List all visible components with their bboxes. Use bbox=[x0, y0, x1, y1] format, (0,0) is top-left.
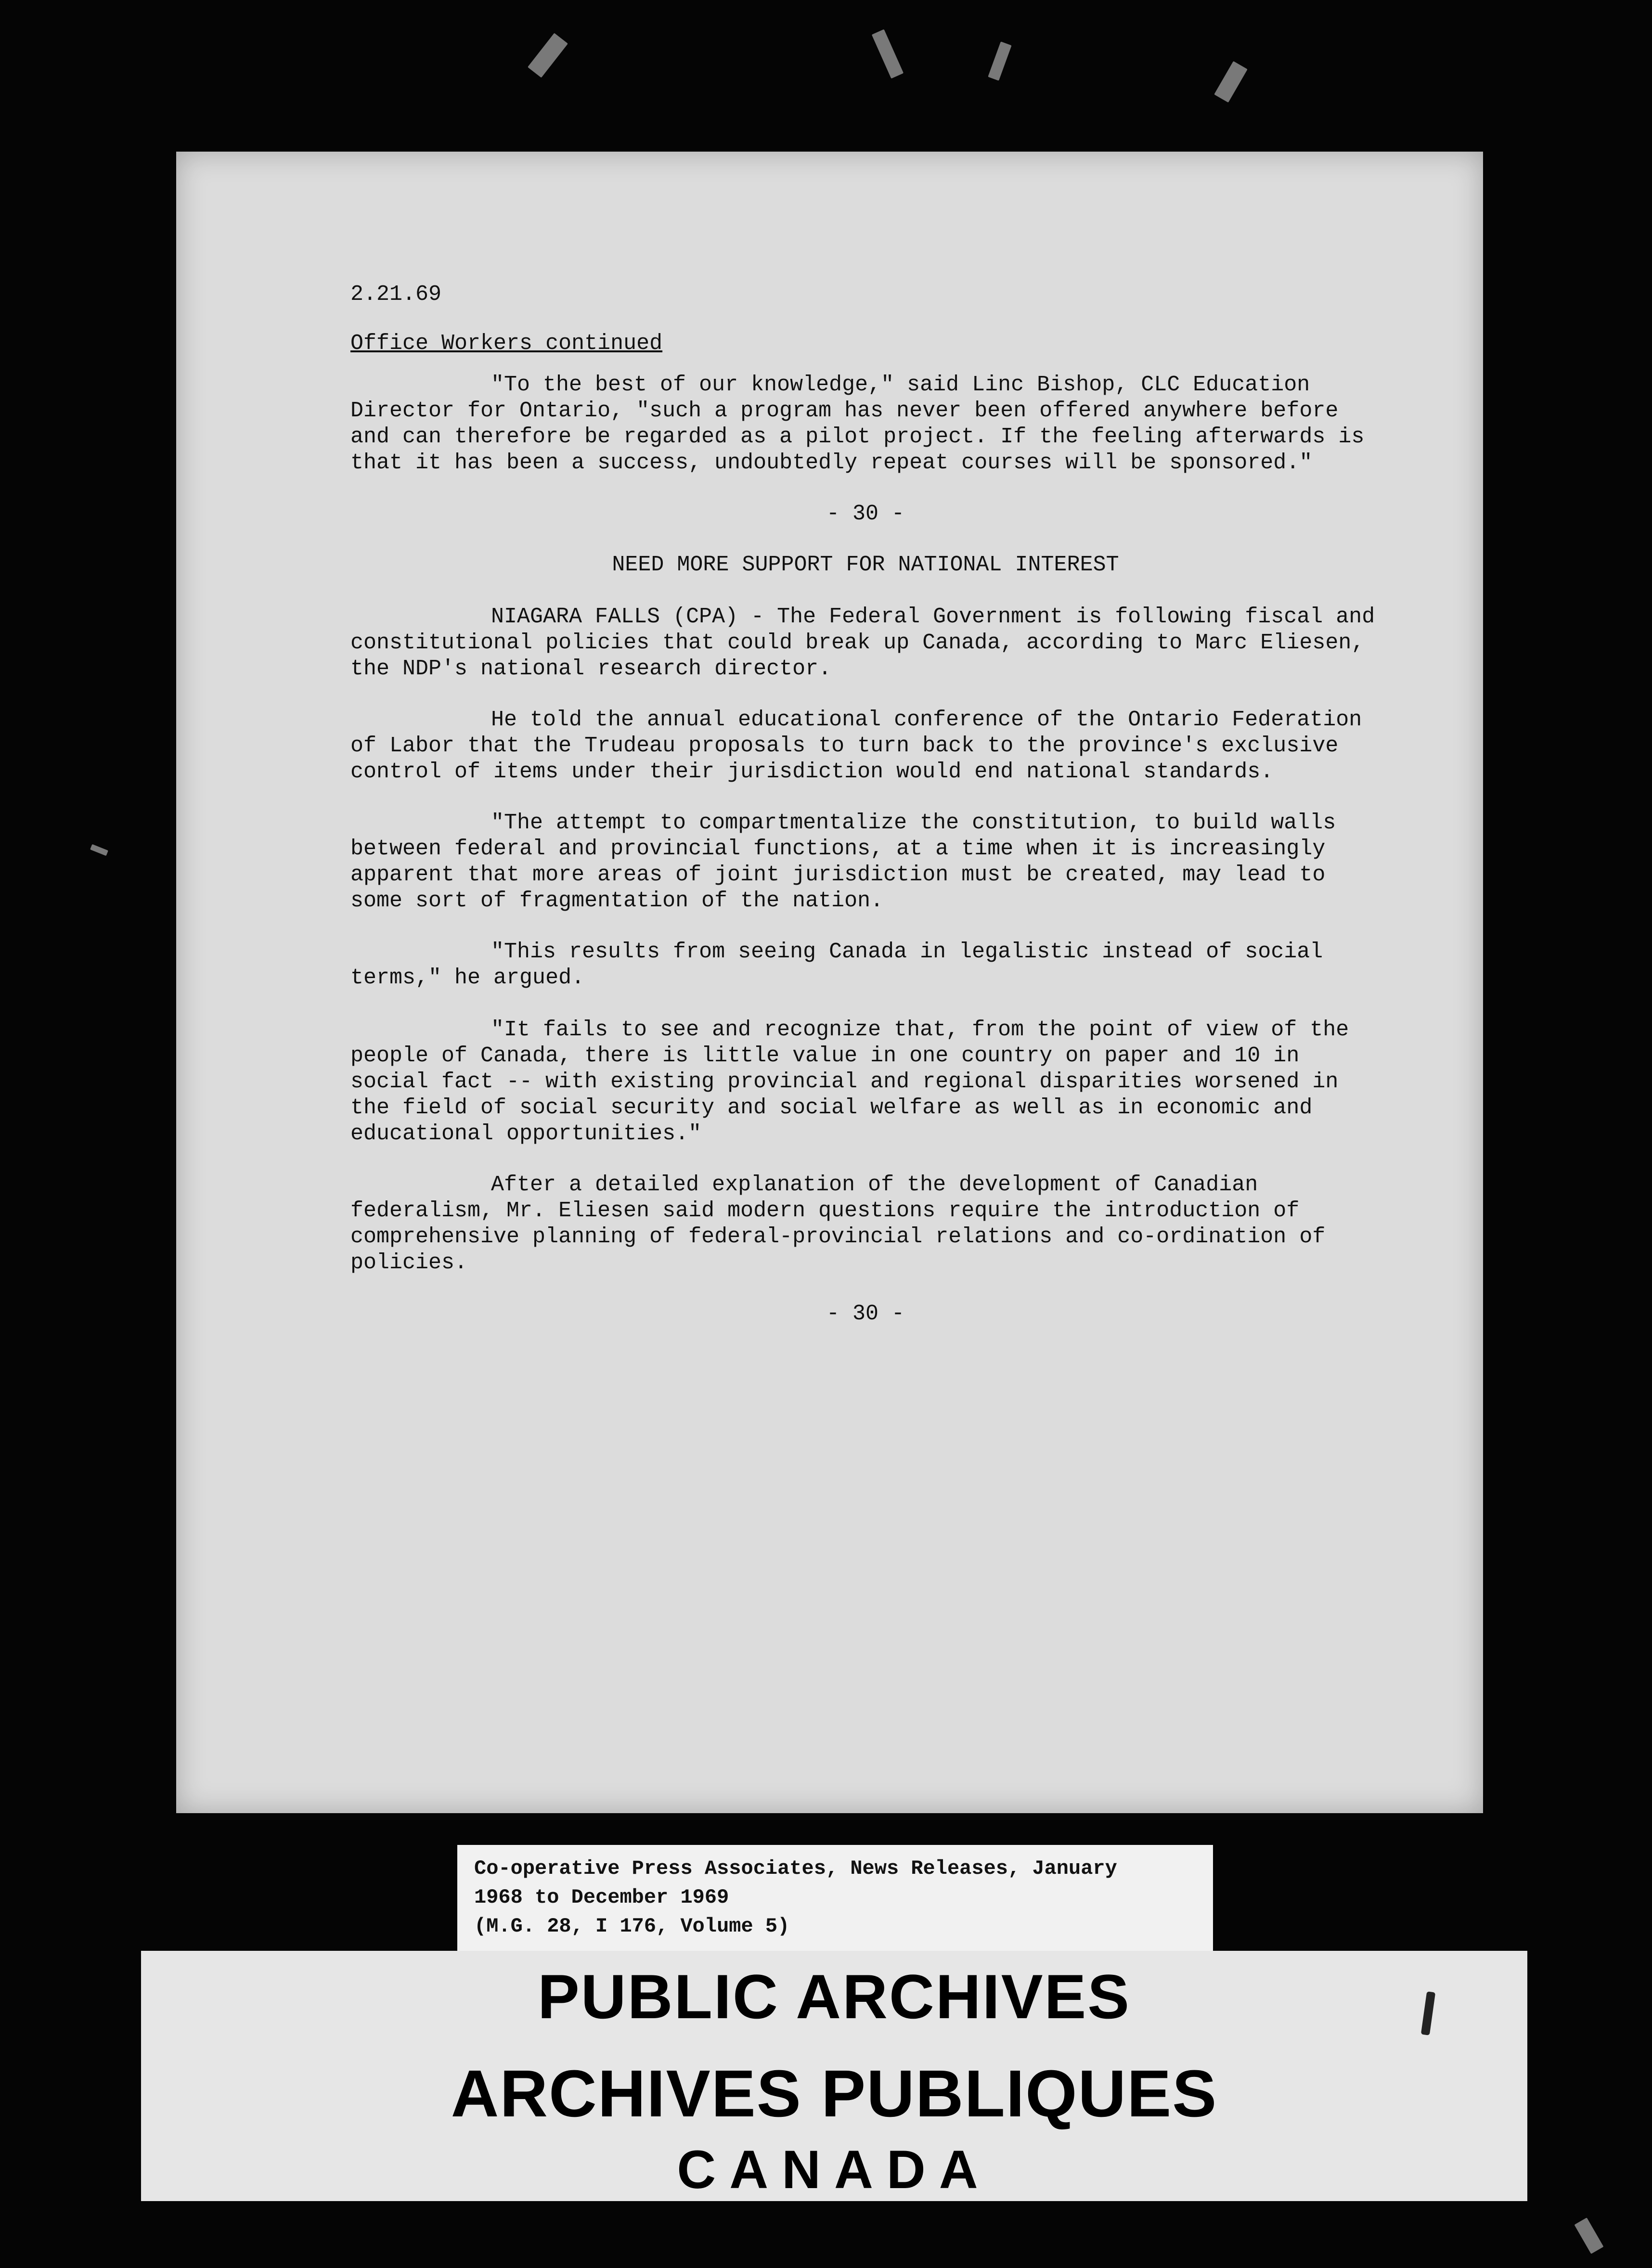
catalog-line: (M.G. 28, I 176, Volume 5) bbox=[474, 1915, 790, 1938]
film-scratch bbox=[1575, 2217, 1604, 2254]
film-scratch bbox=[872, 29, 903, 79]
film-scratch bbox=[528, 33, 568, 77]
story2-paragraph: "It fails to see and recognize that, from the point of view of the people of Canada, there is little value in one country on paper and 10 in social fact -- with existing provincial and regional disparities worsened in the field of social security and social welfare as well as in economic and educational opportunities." bbox=[350, 1018, 1349, 1146]
story2-paragraph: NIAGARA FALLS (CPA) - The Federal Government is following fiscal and constitutional policies that could break up Canada, according to Marc Eliesen, the NDP's national research director. bbox=[350, 605, 1375, 681]
banner-country: CANADA bbox=[677, 2139, 992, 2200]
story2-paragraph: After a detailed explanation of the development of Canadian federalism, Mr. Eliesen said modern questions require the introduction of comprehensive planning of federal-provincial relations and co-ordination of policies. bbox=[350, 1173, 1326, 1275]
story2-paragraph: "The attempt to compartmentalize the constitution, to build walls between federal and provincial functions, at a time when it is increasingly apparent that more areas of joint jurisdiction must be created, may lead to some sort of fragmentation of the nation. bbox=[350, 811, 1336, 913]
story1-paragraph: "To the best of our knowledge," said Linc Bishop, CLC Education Director for Ontario, "such a program has never been offered anywhere before and can therefore be regarded as a pilot project. If the feeling afterwards is that it has been a success, undoubtedly repeat courses will be sponsored." bbox=[350, 373, 1365, 475]
film-scratch bbox=[988, 41, 1011, 81]
document-text bbox=[350, 282, 1381, 1352]
banner-title-french: ARCHIVES PUBLIQUES bbox=[451, 2057, 1218, 2131]
archives-banner bbox=[141, 1951, 1527, 2201]
catalog-line: Co-operative Press Associates, News Releases, January bbox=[474, 1857, 1117, 1880]
story2-paragraph: He told the annual educational conference of the Ontario Federation of Labor that the Trudeau proposals to turn back to the province's exclusive control of items under their jurisdiction would end national standards. bbox=[350, 708, 1362, 784]
archive-catalog-label bbox=[457, 1845, 1213, 1951]
story1-end-mark: - 30 - bbox=[826, 502, 905, 526]
film-scratch bbox=[90, 844, 108, 856]
story2-paragraph: "This results from seeing Canada in legalistic instead of social terms," he argued. bbox=[350, 940, 1323, 990]
section-heading: Office Workers continued bbox=[350, 331, 663, 356]
document-page bbox=[176, 152, 1483, 1813]
document-date: 2.21.69 bbox=[350, 282, 442, 307]
catalog-line: 1968 to December 1969 bbox=[474, 1886, 729, 1909]
story2-title: NEED MORE SUPPORT FOR NATIONAL INTEREST bbox=[612, 553, 1119, 577]
film-scratch bbox=[1214, 61, 1247, 103]
story2-end-mark: - 30 - bbox=[826, 1302, 905, 1326]
banner-title-english: PUBLIC ARCHIVES bbox=[538, 1961, 1131, 2032]
